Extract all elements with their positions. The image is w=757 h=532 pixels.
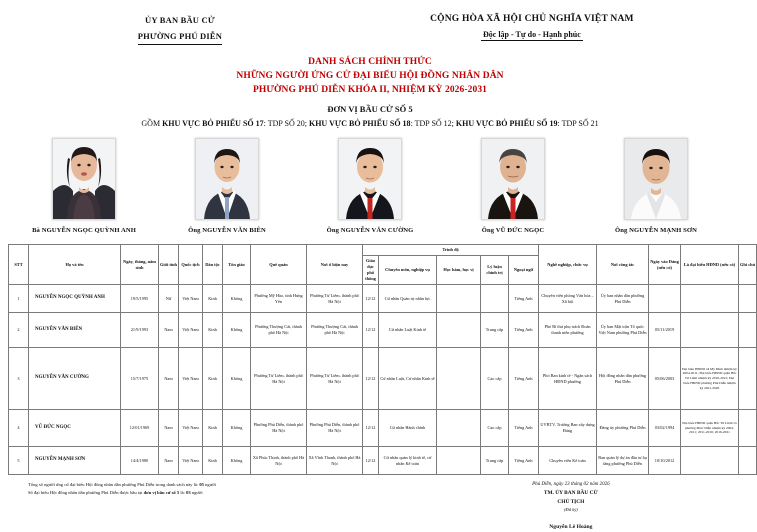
- signature-signed-marker: (Đã ký): [563, 507, 578, 513]
- cell-residence: Phường Thượng Cát, thành phố Hà Nội: [307, 313, 363, 348]
- candidate-table-wrapper: [0, 244, 756, 475]
- cell-stt: 5: [9, 447, 29, 475]
- cell-party: [649, 285, 681, 313]
- cell-note: [739, 410, 757, 447]
- cell-ethnic: Kinh: [203, 285, 223, 313]
- cell-academic: [437, 313, 481, 348]
- cell-hometown: Phường Thượng Cát, thành phố Hà Nội: [251, 313, 307, 348]
- cell-note: [739, 285, 757, 313]
- th-job: Nghề nghiệp, chức vụ: [539, 245, 597, 285]
- candidate-card: [443, 138, 583, 234]
- cell-ethnic: Kinh: [203, 410, 223, 447]
- candidate-table: [8, 244, 757, 475]
- cell-residence: Phường Từ Liêm, thành phố Hà Nội: [307, 285, 363, 313]
- th-residence: Nơi ở hiện nay: [307, 245, 363, 285]
- cell-residence: Xã Vĩnh Thanh, thành phố Hà Nội: [307, 447, 363, 475]
- note1-prefix: Tổng số người ứng cử đại biểu Hội đồng nhân dân phường Phú Diễn trong danh sách này là:: [28, 482, 200, 488]
- cell-residence: Phường Phú Diễn, thành phố Hà Nội: [307, 410, 363, 447]
- candidate-card: [586, 138, 726, 234]
- candidate-photo-strip: [0, 132, 740, 234]
- cell-language: Tiếng Anh: [509, 313, 539, 348]
- candidate-caption: Ông NGUYỄN VĂN BIÊN: [188, 227, 266, 235]
- cell-academic: [437, 285, 481, 313]
- table-row: [9, 313, 757, 348]
- cell-stt: 4: [9, 410, 29, 447]
- note2-mid: là:: [179, 489, 187, 495]
- cell-hdnd: [681, 447, 739, 475]
- th-academic: Học hàm, học vị: [437, 256, 481, 285]
- cell-job: Chuyên viên Kế toán: [539, 447, 597, 475]
- cell-ethnic: Kinh: [203, 313, 223, 348]
- cell-language: Tiếng Anh: [509, 410, 539, 447]
- cell-hdnd: Đại biểu HĐND quận Bắc Từ Liêm và phường Phúc Diễn nhiệm kỳ 2004-2011; 2011-2016; 2016-2021: [681, 410, 739, 447]
- cell-hometown: Phường Mỹ Hào, tỉnh Hưng Yên: [251, 285, 307, 313]
- portrait-icon: [625, 139, 687, 219]
- cell-nationality: Việt Nam: [179, 285, 203, 313]
- cell-stt: 1: [9, 285, 29, 313]
- cell-religion: Không: [223, 285, 251, 313]
- document-title-block: [0, 55, 740, 129]
- candidate-photo: [481, 138, 545, 220]
- candidate-caption: Ông NGUYỄN MẠNH SƠN: [615, 227, 697, 235]
- cell-nationality: Việt Nam: [179, 348, 203, 410]
- cell-dob: 15/7/1975: [121, 348, 159, 410]
- document-header: [0, 0, 740, 45]
- cell-edu: 12/12: [363, 410, 379, 447]
- document-footer: [0, 475, 740, 532]
- signature-tm: TM. ỦY BAN BẦU CỬ: [543, 490, 598, 497]
- candidate-photo: [624, 138, 688, 220]
- cell-politics: Cao cấp: [481, 410, 509, 447]
- cell-profession: Cử nhân Hành chính: [379, 410, 437, 447]
- signer-name: Nguyễn Lê Hoàng: [549, 523, 593, 530]
- cell-dob: 21/9/1993: [121, 313, 159, 348]
- th-stt: STT: [9, 245, 29, 285]
- cell-language: Tiếng Anh: [509, 447, 539, 475]
- cell-edu: 12/12: [363, 285, 379, 313]
- signature-date: Phú Diễn, ngày 23 tháng 02 năm 2026: [532, 482, 610, 488]
- issuing-organization: [18, 14, 342, 45]
- cell-residence: Phường Từ Liêm, thành phố Hà Nội: [307, 348, 363, 410]
- national-motto: Độc lập - Tự do - Hạnh phúc: [483, 30, 581, 39]
- cell-politics: Trung cấp: [481, 313, 509, 348]
- cell-note: [739, 447, 757, 475]
- cell-academic: [437, 447, 481, 475]
- cell-party: 10/10/2012: [649, 447, 681, 475]
- nation-title: CỘNG HÒA XÃ HỘI CHỦ NGHĨA VIỆT NAM: [430, 14, 634, 24]
- candidate-card: [300, 138, 440, 234]
- cell-name: NGUYỄN MẠNH SƠN: [29, 447, 121, 475]
- cell-workplace: Đảng ủy phường Phú Diễn: [597, 410, 649, 447]
- th-hdnd: Là đại biểu HĐND (nếu có): [681, 245, 739, 285]
- cell-hdnd: Đại biểu HĐND xã Mỹ Đình nhiệm kỳ 2004-2011; Đại biểu HĐND quận Bắc Từ Liêm nhiệm kỳ 2016-2021; Đại biểu HĐND phường Phú Diễn nhiệm kỳ 2021-2026: [681, 348, 739, 410]
- cell-language: Tiếng Anh: [509, 348, 539, 410]
- th-language: Ngoại ngữ: [509, 256, 539, 285]
- th-religion: Tôn giáo: [223, 245, 251, 285]
- cell-nationality: Việt Nam: [179, 313, 203, 348]
- th-party-date: Ngày vào Đảng (nếu có): [649, 245, 681, 285]
- table-row: [9, 447, 757, 475]
- th-dob: Ngày, tháng, năm sinh: [121, 245, 159, 285]
- cell-hometown: Xã Phúc Thịnh, thành phố Hà Nội: [251, 447, 307, 475]
- cell-profession: Cử nhân Quản trị nhân lực: [379, 285, 437, 313]
- cell-sex: Nam: [159, 348, 179, 410]
- signature-role: CHỦ TỊCH: [557, 498, 585, 505]
- cell-party: 03/02/1994: [649, 410, 681, 447]
- candidate-card: [157, 138, 297, 234]
- table-row: [9, 410, 757, 447]
- cell-sex: Nữ: [159, 285, 179, 313]
- summary-note-2: [28, 489, 418, 497]
- cell-religion: Không: [223, 348, 251, 410]
- table-body: [9, 285, 757, 475]
- cell-dob: 12/01/1969: [121, 410, 159, 447]
- cell-hometown: Phường Phú Diễn, thành phố Hà Nội: [251, 410, 307, 447]
- cell-sex: Nam: [159, 447, 179, 475]
- th-level-group: Trình độ: [363, 245, 539, 256]
- cell-dob: 19/5/1995: [121, 285, 159, 313]
- summary-notes: [28, 481, 418, 532]
- portrait-icon: [339, 139, 401, 219]
- cell-academic: [437, 348, 481, 410]
- cell-ethnic: Kinh: [203, 348, 223, 410]
- cell-job: Phó Ban kinh tế - Ngân sách HĐND phường: [539, 348, 597, 410]
- cell-sex: Nam: [159, 313, 179, 348]
- org-line-1: ỦY BAN BẦU CỬ: [145, 15, 215, 25]
- cell-job: UVBTV, Trưởng Ban xây dựng Đảng: [539, 410, 597, 447]
- note2-suffix: người: [190, 489, 203, 495]
- area-3-label: KHU VỰC BỎ PHIẾU SỐ 19: [455, 119, 558, 129]
- cell-language: Tiếng Anh: [509, 285, 539, 313]
- area-1-label: KHU VỰC BỎ PHIẾU SỐ 17: [162, 119, 264, 129]
- cell-religion: Không: [223, 447, 251, 475]
- election-unit: ĐƠN VỊ BẦU CỬ SỐ 5: [327, 104, 413, 115]
- cell-edu: 12/12: [363, 447, 379, 475]
- portrait-icon: [53, 139, 115, 219]
- voting-areas: [0, 119, 740, 128]
- candidate-caption: Bà NGUYỄN NGỌC QUỲNH ANH: [32, 227, 136, 235]
- note2-unit: đơn vị bầu cử số 5: [143, 489, 180, 495]
- candidate-caption: Ông VŨ ĐỨC NGỌC: [481, 227, 545, 235]
- cell-nationality: Việt Nam: [179, 447, 203, 475]
- cell-sex: Nam: [159, 410, 179, 447]
- candidate-photo: [338, 138, 402, 220]
- area-2-label: KHU VỰC BỎ PHIẾU SỐ 18: [308, 119, 411, 129]
- area-3-value: : TDP SỐ 21: [557, 119, 599, 129]
- area-2-value: : TDP SỐ 12;: [410, 119, 456, 129]
- th-politics: Lý luận chính trị: [481, 256, 509, 285]
- candidate-card: [14, 138, 154, 234]
- note1-count: 05: [199, 482, 204, 488]
- signature-block: [418, 481, 724, 532]
- cell-name: NGUYỄN NGỌC QUỲNH ANH: [29, 285, 121, 313]
- cell-politics: Cao cấp: [481, 348, 509, 410]
- cell-ethnic: Kinh: [203, 447, 223, 475]
- org-line-2: PHƯỜNG PHÚ DIỄN: [138, 30, 222, 44]
- note2-prefix: Số đại biểu Hội đồng nhân dân phường Phú Diễn được bầu tại: [28, 489, 144, 495]
- th-edu: Giáo dục phổ thông: [363, 256, 379, 285]
- th-nationality: Quốc tịch: [179, 245, 203, 285]
- th-name: Họ và tên: [29, 245, 121, 285]
- national-heading: [342, 14, 722, 45]
- cell-name: VŨ ĐỨC NGỌC: [29, 410, 121, 447]
- cell-party: 05/11/2019: [649, 313, 681, 348]
- area-1-value: : TDP SỐ 20;: [263, 119, 309, 129]
- cell-religion: Không: [223, 313, 251, 348]
- cell-workplace: Ban quản lý dự án đầu tư hạ tầng phường Phú Diễn: [597, 447, 649, 475]
- summary-note-1: [28, 481, 418, 489]
- th-ethnic: Dân tộc: [203, 245, 223, 285]
- title-line-1: DANH SÁCH CHÍNH THỨC: [308, 56, 432, 67]
- table-row: [9, 348, 757, 410]
- cell-party: 05/06/2003: [649, 348, 681, 410]
- th-sex: Giới tính: [159, 245, 179, 285]
- candidate-photo: [195, 138, 259, 220]
- table-row: [9, 285, 757, 313]
- cell-academic: [437, 410, 481, 447]
- cell-name: NGUYỄN VĂN CƯỜNG: [29, 348, 121, 410]
- cell-politics: [481, 285, 509, 313]
- cell-job: Chuyên viên phòng Văn hóa – Xã hội: [539, 285, 597, 313]
- cell-hdnd: [681, 313, 739, 348]
- cell-workplace: Ủy ban nhân dân phường Phú Diễn: [597, 285, 649, 313]
- th-profession: Chuyên môn, nghiệp vụ: [379, 256, 437, 285]
- portrait-icon: [482, 139, 544, 219]
- cell-note: [739, 313, 757, 348]
- cell-edu: 12/12: [363, 313, 379, 348]
- cell-job: Phó Bí thư phụ trách Đoàn thanh niên phường: [539, 313, 597, 348]
- cell-hometown: Phường Từ Liêm, thành phố Hà Nội: [251, 348, 307, 410]
- cell-workplace: Hội đồng nhân dân phường Phú Diễn: [597, 348, 649, 410]
- table-header-row: [9, 245, 757, 256]
- th-workplace: Nơi công tác: [597, 245, 649, 285]
- cell-politics: Trung cấp: [481, 447, 509, 475]
- th-hometown: Quê quán: [251, 245, 307, 285]
- cell-note: [739, 348, 757, 410]
- note1-suffix: người: [203, 482, 216, 488]
- cell-stt: 2: [9, 313, 29, 348]
- cell-hdnd: [681, 285, 739, 313]
- cell-profession: Cử nhân quản lý kinh tế, cử nhân Kế toán: [379, 447, 437, 475]
- candidate-photo: [52, 138, 116, 220]
- cell-profession: Cử nhân Luật, Cử nhân Kinh tế: [379, 348, 437, 410]
- title-line-2: NHỮNG NGƯỜI ỨNG CỬ ĐẠI BIỂU HỘI ĐỒNG NHÂN DÂN: [236, 70, 504, 81]
- th-note: Ghi chú: [739, 245, 757, 285]
- areas-prefix: GỒM: [141, 119, 163, 129]
- cell-dob: 14/4/1980: [121, 447, 159, 475]
- candidate-caption: Ông NGUYỄN VĂN CƯỜNG: [326, 227, 414, 235]
- cell-name: NGUYỄN VĂN BIÊN: [29, 313, 121, 348]
- cell-profession: Cử nhân Luật Kinh tế: [379, 313, 437, 348]
- title-line-3: PHƯỜNG PHÚ DIỄN KHÓA II, NHIỆM KỲ 2026-2031: [252, 85, 488, 96]
- cell-workplace: Ủy ban Mặt trận Tổ quốc Việt Nam phường Phú Diễn: [597, 313, 649, 348]
- portrait-icon: [196, 139, 258, 219]
- cell-edu: 12/12: [363, 348, 379, 410]
- cell-stt: 3: [9, 348, 29, 410]
- cell-nationality: Việt Nam: [179, 410, 203, 447]
- note2-count: 03: [186, 489, 191, 495]
- cell-religion: Không: [223, 410, 251, 447]
